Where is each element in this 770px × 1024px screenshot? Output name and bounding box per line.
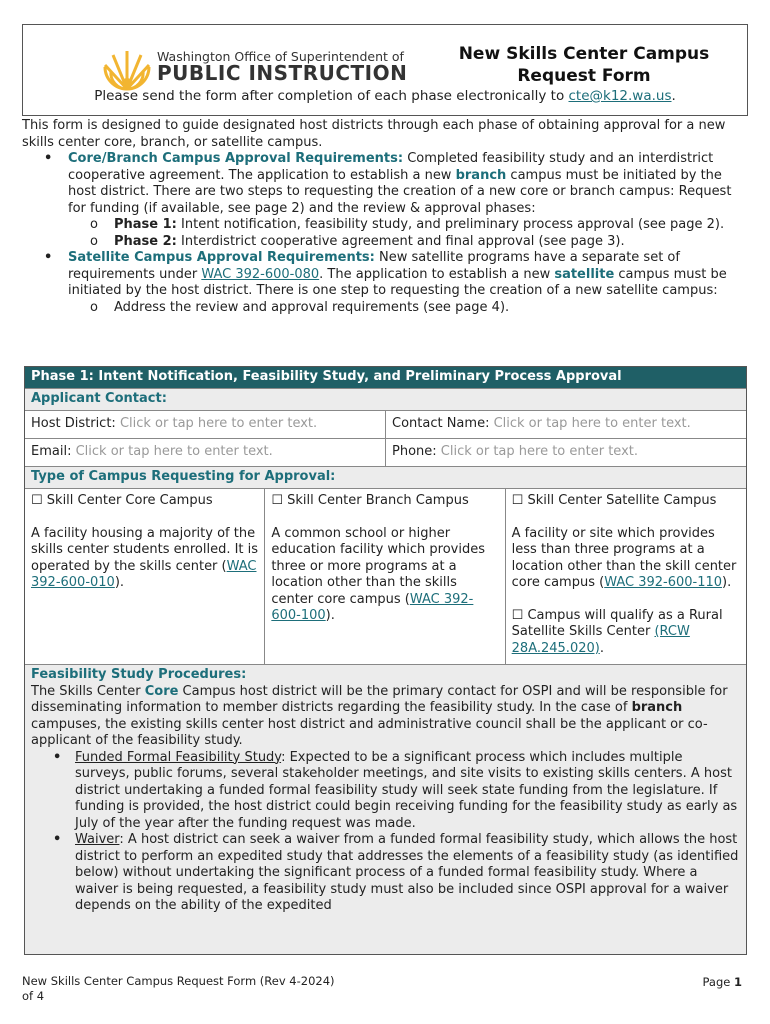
phase2-label: Phase 2:	[114, 233, 177, 249]
funded-study-item	[31, 750, 740, 833]
branch-campus-desc	[271, 526, 498, 625]
branch-campus-checkbox[interactable]: ☐	[271, 493, 283, 508]
sat-text3: campus must be initiated by the host district. There is one step to requesting the creation of a new satellite campus:	[68, 266, 727, 298]
host-district-field[interactable]	[25, 411, 385, 438]
core-campus-desc	[31, 526, 258, 592]
satellite-campus-option[interactable]	[512, 493, 740, 510]
phase1-table	[24, 366, 747, 955]
campus-type-header: Type of Campus Requesting for Approval:	[25, 466, 746, 488]
satellite-requirements	[22, 250, 752, 316]
phase1-header: Phase 1: Intent Notification, Feasibility Study, and Preliminary Process Approval	[25, 367, 746, 388]
footer-form-name: New Skills Center Campus Request Form (Rev 4-2024) of 4	[22, 974, 335, 1003]
host-district-input[interactable]: Click or tap here to enter text.	[119, 416, 318, 431]
core-text2: campus must be initiated by the host district. There are two steps to requesting the creation of a new core or branch campus: Request for funding (if available, see page 2) and the review & approval phases:	[68, 167, 732, 216]
core-text1: Completed feasibility study and an interdistrict cooperative agreement. The application to establish a new	[68, 151, 714, 183]
waiver-text: : A host district can seek a waiver from a funded formal feasibility study, which allows the host district to perform an expedited study that addresses the elements of a feasibility study (as identified below) without undertaking the significant process of a funded formal feasibility study. Where a waiver is being requested, a feasibility study must also be included since OSPI approval for a waiver depends on the ability of the expedited	[75, 832, 739, 913]
sat-text1: New satellite programs have a separate set of requirements under	[68, 250, 680, 282]
agency-name-line2: PUBLIC INSTRUCTION	[157, 61, 408, 85]
rural-end: .	[599, 640, 604, 656]
contact-name-input[interactable]: Click or tap here to enter text.	[493, 416, 691, 431]
core-desc-end: ).	[114, 575, 125, 590]
satellite-campus-checkbox[interactable]: ☐	[511, 493, 524, 508]
email-phone-row	[25, 438, 746, 466]
funded-study-text: : Expected to be a significant process which includes multiple surveys, public forums, several stakeholder meetings, and site visits to existing skills centers. A host district undertaking a funded formal feasibility study will seek state funding from the legislature. If funding is provided, the host district could begin receiving funding for the feasibility study as early as July of the year after the funding request was made.	[75, 749, 738, 831]
contact-name-label: Contact Name:	[392, 416, 494, 431]
intro-paragraph: This form is designed to guide designated host districts through each phase of obtaining approval for a new skills center core, branch, or satellite campus.	[22, 118, 726, 150]
email-field[interactable]	[25, 439, 385, 466]
core-campus-column	[25, 489, 264, 664]
satellite-title: Satellite Campus Approval Requirements:	[68, 250, 375, 265]
feasibility-intro	[31, 684, 740, 750]
phase1-item	[22, 217, 752, 234]
send-prefix: Please send the form after completion of each phase electronically to	[94, 88, 569, 104]
host-district-label: Host District:	[31, 416, 120, 431]
wac-010-link[interactable]: WAC 392-600-010	[31, 558, 257, 590]
host-contact-row	[25, 410, 746, 438]
phase2-text: Interdistrict cooperative agreement and final approval (see page 3).	[176, 233, 625, 249]
sat-desc-text: A facility or site which provides less than three programs at a location other than the skill center core campus (	[511, 525, 737, 590]
core-desc-text: A facility housing a majority of the skills center students enrolled. It is operated by the skills center (	[31, 525, 259, 574]
agency-name-line1: Washington Office of Superintendent of	[157, 49, 404, 64]
branch-campus-option[interactable]	[271, 493, 498, 510]
applicant-contact-header: Applicant Contact:	[25, 388, 746, 410]
core-branch-requirements	[22, 151, 752, 250]
page-prefix: Page	[702, 975, 734, 989]
contact-name-field[interactable]	[385, 411, 746, 438]
submission-instructions	[23, 88, 747, 105]
campus-type-row	[25, 488, 746, 664]
rural-satellite-text: Campus will qualify as a Rural Satellite Skills Center	[511, 607, 723, 639]
branch-desc-end: ).	[325, 608, 335, 623]
sat-text2: . The application to establish a new	[319, 266, 555, 282]
phone-field[interactable]	[385, 439, 746, 466]
satellite-campus-column	[505, 489, 746, 664]
form-title-line2: Request Form	[517, 66, 651, 86]
phone-label: Phone:	[392, 444, 441, 459]
branch-campus-label: Skill Center Branch Campus	[282, 493, 469, 508]
funded-study-label: Funded Formal Feasibility Study	[75, 749, 282, 765]
email-link[interactable]: cte@k12.wa.us	[568, 88, 672, 104]
branch-campus-column	[264, 489, 504, 664]
intro-section	[22, 118, 752, 316]
satellite-campus-label: Skill Center Satellite Campus	[523, 493, 717, 508]
waiver-item	[31, 832, 740, 915]
satellite-bold: satellite	[554, 266, 615, 282]
fs-p1a: The Skills Center	[31, 683, 145, 699]
satellite-sub-item: o Address the review and approval requirements (see page 4).	[22, 300, 752, 317]
phase1-text: Intent notification, feasibility study, and preliminary process approval (see page 2).	[176, 217, 725, 232]
send-suffix: .	[671, 88, 676, 104]
form-header	[22, 24, 748, 116]
fs-core-bold: Core	[144, 683, 179, 699]
feasibility-section	[25, 664, 746, 954]
wac-080-link[interactable]: WAC 392-600-080	[201, 266, 320, 282]
core-branch-title: Core/Branch Campus Approval Requirements:	[68, 151, 404, 166]
fs-p1b: Campus host district will be the primary contact for OSPI and will be responsible for disseminating information to member districts regarding the feasibility study. In the case of	[31, 683, 728, 715]
phase1-label: Phase 1:	[114, 217, 177, 232]
feasibility-title: Feasibility Study Procedures:	[31, 667, 247, 682]
sat-desc-end: ).	[722, 575, 732, 590]
branch-bold: branch	[455, 167, 507, 183]
satellite-campus-desc	[512, 526, 740, 592]
footer-page-number	[702, 974, 742, 991]
ospi-sunburst-logo-icon	[97, 43, 157, 91]
wac-110-link[interactable]: WAC 392-600-110	[604, 575, 723, 590]
form-title	[439, 43, 729, 87]
branch-desc-text: A common school or higher education facility which provides three or more programs at a location other than the skills center core campus (	[271, 525, 486, 607]
email-label: Email:	[31, 444, 76, 459]
email-input[interactable]: Click or tap here to enter text.	[75, 444, 273, 459]
phase2-item	[22, 234, 752, 251]
core-campus-option[interactable]	[31, 493, 258, 510]
rural-satellite-option[interactable]	[512, 608, 740, 658]
rural-satellite-checkbox[interactable]: ☐	[511, 607, 524, 623]
core-campus-label: Skill Center Core Campus	[42, 493, 213, 508]
fs-p1c: campuses, the existing skills center host district and administrative council shall be the applicant or co-applicant of the feasibility study.	[31, 716, 708, 748]
wac-100-link[interactable]: WAC 392-600-100	[271, 591, 474, 623]
core-campus-checkbox[interactable]: ☐	[31, 493, 43, 508]
phone-input[interactable]: Click or tap here to enter text.	[440, 444, 638, 459]
rcw-link[interactable]: (RCW 28A.245.020)	[511, 624, 690, 656]
fs-branch-bold: branch	[631, 700, 683, 715]
form-title-line1: New Skills Center Campus	[458, 44, 710, 64]
waiver-label: Waiver	[75, 832, 120, 847]
page-num: 1	[733, 975, 742, 989]
